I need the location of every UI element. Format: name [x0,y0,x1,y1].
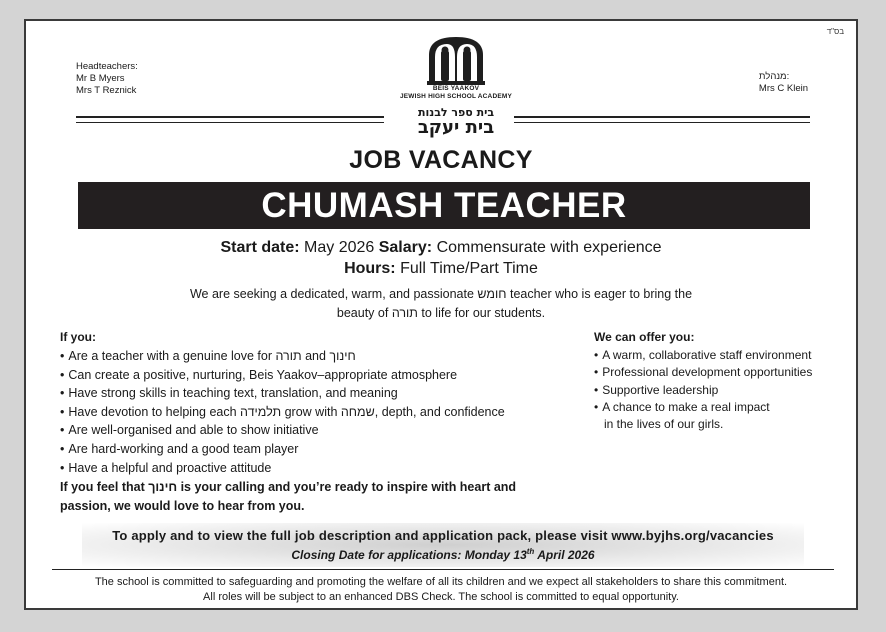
bullet-icon: • [60,404,65,419]
header-rule-right-top [514,116,810,118]
bullet-icon: • [594,382,599,397]
list-item: • Are well-organised and able to show initiative [60,423,319,438]
closing-statement: If you feel that חינוך is your calling and you’re ready to inspire with heart and passion, we would love to hear from you. [60,480,517,513]
list-item: • Supportive leadership [594,382,719,397]
bullet-icon: • [594,365,599,380]
position-banner: CHUMASH TEACHER [78,182,810,229]
header-rule-left-bottom [76,122,384,123]
bullet-icon: • [60,386,65,401]
headteacher-name: Mr B Myers [76,73,125,84]
footer-rule [52,569,834,570]
header-rule-right-bottom [514,122,810,123]
requirements-column [60,330,560,515]
list-item: • Professional development opportunities [594,365,813,380]
footer-statement [26,575,856,605]
closing-date: Closing Date for applications: Monday 13th April 2026 [291,547,595,562]
logo-hebrew-large: בית יעקב [417,117,495,138]
headteachers-title: Headteachers: [76,61,138,72]
bullet-icon: • [60,423,65,438]
logo-hebrew-small: בית ספר לבנות [417,106,495,119]
list-item: • Are hard-working and a good team player [60,441,299,456]
start-date-value: May 2026 [304,239,375,256]
vacancy-poster [24,19,858,610]
headteachers-block [76,61,138,97]
if-you-heading: If you: [60,330,96,344]
salary-value: Commensurate with experience [436,239,662,256]
intro-line: beauty of תורה to life for our students. [336,305,546,320]
requirements-list [60,347,560,477]
start-date-label: Start date: [220,239,300,256]
offer-list [594,347,854,433]
apply-panel [82,523,804,567]
header-rule-left-top [76,116,384,118]
list-item: • Have a helpful and proactive attitude [60,460,272,475]
offer-column [594,330,854,433]
intro-paragraph [26,285,856,322]
list-item: • A warm, collaborative staff environment [594,348,812,362]
logo-subtitle: JEWISH HIGH SCHOOL ACADEMY [399,93,513,100]
hours-value: Full Time/Part Time [400,260,538,277]
list-item: • Can create a positive, nurturing, Beis Yaakov–appropriate atmosphere [60,367,458,382]
principal-title: מנהלת: [758,71,790,82]
salary-label: Salary: [378,239,433,256]
bullet-icon: • [60,349,65,363]
bullet-icon: • [60,441,65,456]
footer-line: All roles will be subject to an enhanced DBS Check. The school is committed to equal opportunity. [203,591,679,603]
footer-line: The school is committed to safeguarding and promoting the welfare of all its children and we expect all stakeholders to share this commitment. [94,576,788,588]
offer-heading: We can offer you: [594,330,695,344]
hours-label: Hours: [344,260,396,277]
apply-instructions: To apply and to view the full job description and application pack, please visit www.byjhs.org/vacancies [112,528,774,543]
job-vacancy-heading: JOB VACANCY [349,146,533,174]
bullet-icon: • [60,367,65,382]
bsd-mark: בס"ד [826,27,844,36]
list-item: • Are a teacher with a genuine love for תורה and חינוך [60,349,356,363]
arch-logo-icon [427,35,485,85]
list-item: • Have strong skills in teaching text, translation, and meaning [60,386,398,401]
list-item: • Have devotion to helping each תלמידה grow with שמחה, depth, and confidence [60,404,505,419]
principal-name: Mrs C Klein [758,83,808,94]
list-item: • A chance to make a real impact [594,399,770,414]
list-item-continuation: in the lives of our girls. [604,417,724,432]
start-salary-line [26,239,856,257]
principal-block [759,71,808,95]
headteacher-name: Mrs T Reznick [76,85,137,96]
bullet-icon: • [60,460,65,475]
bullet-icon: • [594,348,599,362]
hours-line [26,260,856,278]
logo-name: BEIS YAAKOV [432,85,480,92]
intro-line: We are seeking a dedicated, warm, and passionate חומש teacher who is eager to bring the [189,287,693,301]
bullet-icon: • [594,399,599,414]
